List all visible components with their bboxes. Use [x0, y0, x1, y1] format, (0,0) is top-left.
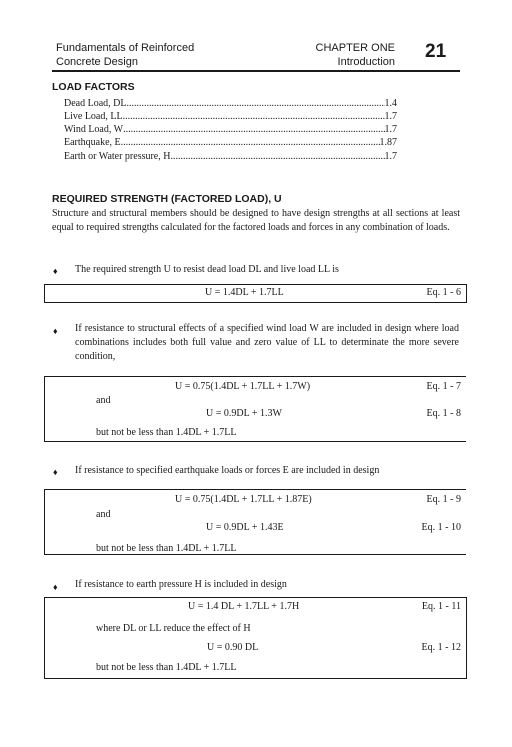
chapter-heading	[316, 41, 395, 69]
load-factor-label: Earth or Water pressure, H	[64, 151, 171, 162]
bullet-diamond-icon: ♦	[53, 582, 58, 592]
load-factor-value: 1.7	[384, 124, 397, 135]
equation: U = 0.75(1.4DL + 1.7LL + 1.7W)	[175, 381, 311, 392]
book-title-line2: Concrete Design	[56, 56, 138, 68]
bullet-diamond-icon: ♦	[53, 467, 58, 477]
header-divider	[52, 70, 460, 72]
equation: U = 0.90 DL	[207, 642, 259, 653]
equation-number: Eq. 1 - 12	[421, 642, 461, 653]
bullet-diamond-icon: ♦	[53, 326, 58, 336]
bullet-diamond-icon: ♦	[53, 266, 58, 276]
load-factor-row-earthquake	[64, 136, 397, 149]
equation: U = 0.9DL + 1.3W	[206, 408, 282, 419]
load-factor-row-live	[64, 110, 397, 123]
equation: U = 0.9DL + 1.43E	[206, 522, 284, 533]
equation-number: Eq. 1 - 8	[426, 408, 461, 419]
required-strength-title: REQUIRED STRENGTH (FACTORED LOAD), U	[52, 193, 282, 205]
equation-box	[44, 376, 466, 442]
load-factors-title: LOAD FACTORS	[52, 81, 135, 93]
connector-and: and	[96, 509, 111, 520]
chapter-label: CHAPTER ONE	[315, 42, 395, 54]
bullet-text: If resistance to structural effects of a specified wind load W are included in design where load combinations includes both full value and zero value of LL to determinate the more severe condition,	[75, 323, 459, 362]
equation-number: Eq. 1 - 11	[421, 601, 461, 612]
load-factor-label: Earthquake, E	[64, 137, 121, 148]
equation-note: but not be less than 1.4DL + 1.7LL	[96, 543, 237, 554]
chapter-subtitle: Introduction	[337, 56, 395, 68]
load-factor-label: Dead Load, DL	[64, 98, 127, 109]
equation-box	[44, 489, 466, 555]
equation: U = 1.4DL + 1.7LL	[205, 287, 284, 298]
load-factor-row-wind	[64, 123, 397, 136]
load-factor-value: 1.7	[384, 111, 397, 122]
bullet-text: If resistance to specified earthquake loads or forces E are included in design	[75, 465, 380, 476]
load-factor-row-dead	[64, 97, 397, 110]
load-factor-label: Live Load, LL	[64, 111, 123, 122]
equation-box	[44, 284, 467, 303]
page-number: 21	[425, 41, 447, 62]
equation: U = 0.75(1.4DL + 1.7LL + 1.87E)	[175, 494, 312, 505]
equation: U = 1.4 DL + 1.7LL + 1.7H	[188, 601, 300, 612]
equation-note: but not be less than 1.4DL + 1.7LL	[96, 662, 237, 673]
equation-condition: where DL or LL reduce the effect of H	[96, 623, 251, 634]
equation-number: Eq. 1 - 10	[421, 522, 461, 533]
equation-number: Eq. 1 - 7	[426, 381, 461, 392]
load-factor-value: 1.4	[384, 98, 397, 109]
bullet-text: If resistance to earth pressure H is included in design	[75, 579, 287, 590]
connector-and: and	[96, 395, 111, 406]
load-factor-value: 1.7	[384, 151, 397, 162]
book-title-line1: Fundamentals of Reinforced	[56, 42, 195, 54]
equation-number: Eq. 1 - 9	[426, 494, 461, 505]
load-factor-label: Wind Load, W	[64, 124, 124, 135]
book-title	[56, 41, 194, 69]
load-factor-row-earth-pressure	[64, 150, 397, 163]
load-factor-value: 1.87	[379, 137, 397, 148]
equation-number: Eq. 1 - 6	[426, 287, 461, 298]
required-strength-intro: Structure and structural members should be designed to have design strengths at all sections at least equal to required strengths calculated for the factored loads and forces in any combination of loads.	[52, 208, 460, 233]
equation-note: but not be less than 1.4DL + 1.7LL	[96, 427, 237, 438]
bullet-text: The required strength U to resist dead load DL and live load LL is	[75, 264, 339, 275]
equation-box	[44, 597, 467, 679]
